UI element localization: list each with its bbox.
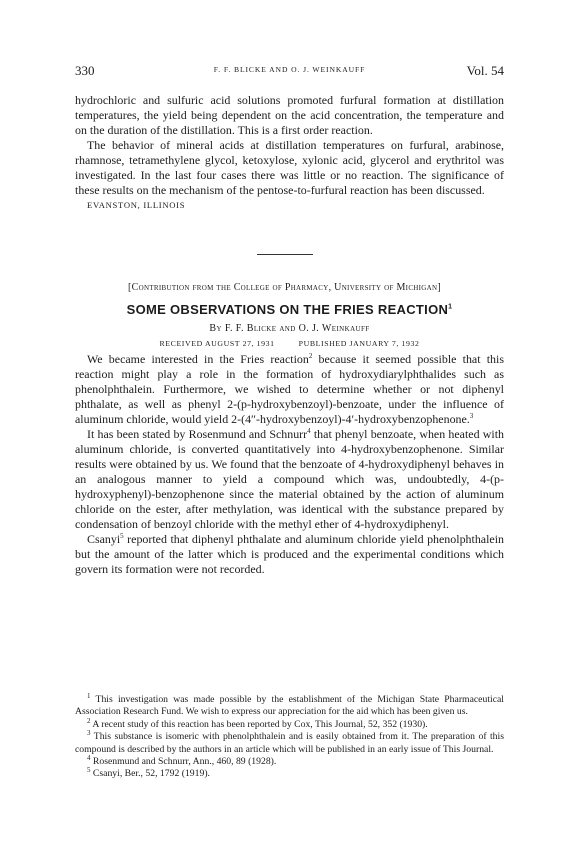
paragraph: Csanyi$^5$ reported that diphenyl phthalate and aluminum chloride yield phenolphthalein but the amount of the latter which is produced and the experimental conditions which govern its formation were not recorded. <box>75 532 504 576</box>
paragraph: The behavior of mineral acids at distillation temperatures on furfural, arabinose, rhamnose, tetramethylene glycol, ketoxylose, xylonic acid, glycerol and erythritol was investigated. In the last four cases there was little or no reaction. The significance of these results on the mechanism of the pentose-to-furfural reaction has been discussed. <box>75 138 504 197</box>
footnote: $^3$ This substance is isomeric with phenolphthalein and is easily obtained from it. The preparation of this compound is described by the authors in an article which will be published in an early issue of This Journal. <box>75 728 504 755</box>
contribution-line: [Contribution from the College of Pharmacy, University of Michigan] <box>128 282 441 293</box>
page-number: 330 <box>75 63 95 78</box>
footnote: $^1$ This investigation was made possible by the establishment of the Michigan State Pharmaceutical Association Research Fund. We wish to express our appreciation for the aid which has been given us. <box>75 691 505 718</box>
footnote-marker: 5 <box>120 532 124 541</box>
running-head: F. F. BLICKE AND O. J. WEINKAUFF <box>213 65 366 74</box>
footnote: $^2$ A recent study of this reaction has been reported by Cox, This Journal, 52, 352 (1930). <box>87 716 428 730</box>
previous-article-end <box>75 93 504 212</box>
footnote-marker: 2 <box>308 352 313 361</box>
dates-line <box>75 339 504 348</box>
volume-label: Vol. 54 <box>466 63 504 78</box>
byline: By F. F. Blicke and O. J. Weinkauff <box>209 323 370 334</box>
footnote: $^5$ Csanyi, Ber., 52, 1792 (1919). <box>87 766 210 780</box>
footnote-marker: 1 <box>448 303 453 311</box>
paragraph: We became interested in the Fries reaction$^2$ because it seemed possible that this reaction might play a role in the formation of hydroxydiarylphthalides such as phenolphthalein. Furthermore, we wished to determine whether or not diphenyl phthalate, as well as phenyl 2-(p-hydroxybenzoyl)-benzoate, under the influence of aluminum chloride, would yield 2-(4″-hydroxybenzoyl)-4′-hydroxybenzophenone.$^3$ <box>75 352 504 426</box>
article-body <box>75 352 504 577</box>
author-location: EVANSTON, ILLINOIS <box>87 200 186 210</box>
received-date: RECEIVED AUGUST 27, 1931 <box>159 339 275 348</box>
paragraph: hydrochloric and sulfuric acid solutions promoted furfural formation at distillation temperatures, the yield being dependent on the acid concentration, the temperature and on the duration of the distillation. This is a first order reaction. <box>75 93 504 137</box>
footnotes <box>75 691 505 781</box>
footnote: $^4$ Rosenmund and Schnurr, Ann., 460, 89 (1928). <box>87 753 277 768</box>
footnote-marker: 4 <box>307 427 311 436</box>
section-divider <box>257 254 313 255</box>
page-header <box>75 63 504 81</box>
paragraph: It has been stated by Rosenmund and Schnurr$^4$ that phenyl benzoate, when heated with aluminum chloride, is converted quantitatively into 4-hydroxybenzophenone. Similar results were obtained by us. We found that the benzoate of 4-hydroxydiphenyl behaves in an analogous manner to yield a compound which was, undoubtedly, 4-(p-hydroxyphenyl)-benzophenone since the material obtained by the action of aluminum chloride on the ester, after methylation, was identical with the substance prepared by condensation of benzoyl chloride with the methyl ether of 4-hydroxydiphenyl. <box>75 427 504 531</box>
published-date: PUBLISHED JANUARY 7, 1932 <box>298 339 420 348</box>
article-title <box>75 302 504 317</box>
title-text: SOME OBSERVATIONS ON THE FRIES REACTION <box>126 302 449 317</box>
footnote-marker: 3 <box>469 412 474 421</box>
